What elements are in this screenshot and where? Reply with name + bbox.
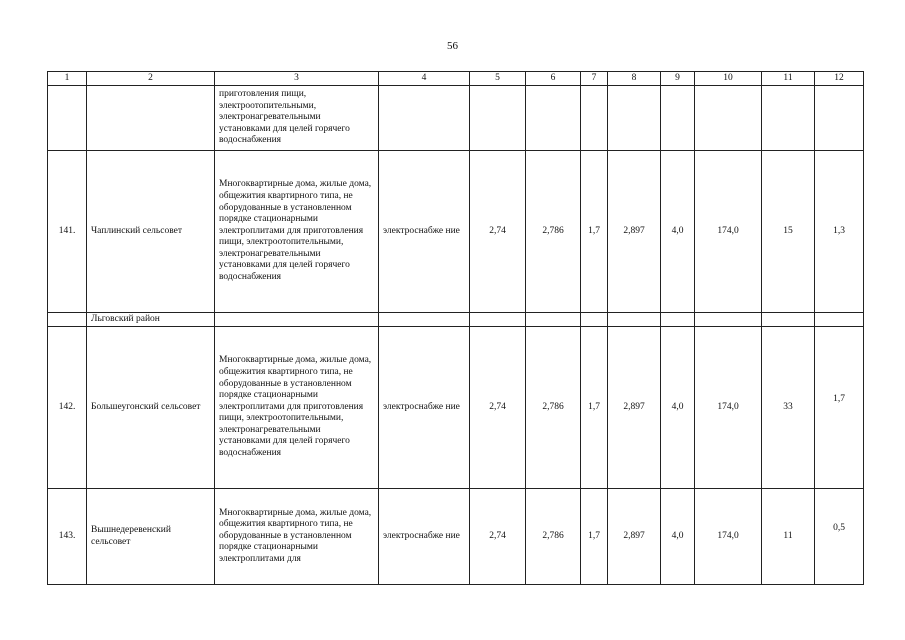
table-row — [48, 327, 864, 489]
cell-value: 0,5 — [815, 489, 864, 585]
cell-value: 11 — [762, 489, 815, 585]
cell-value: 4,0 — [661, 151, 695, 313]
section-title: Льговский район — [87, 313, 215, 327]
column-header: 7 — [581, 72, 608, 86]
cell-name: Большеугонский сельсовет — [87, 327, 215, 489]
cell-num: 143. — [48, 489, 87, 585]
cell-value: 2,897 — [608, 327, 661, 489]
cell-empty — [215, 313, 379, 327]
cell-value: 2,74 — [470, 151, 526, 313]
cell-num — [48, 313, 87, 327]
cell-value: 33 — [762, 327, 815, 489]
cell-value: 174,0 — [695, 151, 762, 313]
cell-value — [661, 86, 695, 151]
cell-value — [608, 86, 661, 151]
cell-name — [87, 86, 215, 151]
cell-value: 15 — [762, 151, 815, 313]
column-header: 11 — [762, 72, 815, 86]
cell-empty — [661, 313, 695, 327]
column-header: 2 — [87, 72, 215, 86]
cell-value — [526, 86, 581, 151]
cell-resource: электроснабже ние — [379, 327, 470, 489]
section-row — [48, 313, 864, 327]
cell-value: 2,897 — [608, 489, 661, 585]
cell-name: Вышнедеревенский сельсовет — [87, 489, 215, 585]
cell-description: Многоквартирные дома, жилые дома, общежития квартирного типа, не оборудованные в установленном порядке стационарными электроплитами для приготовления пищи, электроотопительными, электронагревательными установками для целей горячего водоснабжения — [215, 151, 379, 313]
cell-value: 1,7 — [581, 151, 608, 313]
column-header: 8 — [608, 72, 661, 86]
cell-num: 141. — [48, 151, 87, 313]
cell-value: 2,786 — [526, 489, 581, 585]
column-header: 9 — [661, 72, 695, 86]
page-number: 56 — [447, 40, 458, 52]
cell-value: 1,3 — [815, 151, 864, 313]
cell-empty — [526, 313, 581, 327]
cell-value: 1,7 — [815, 327, 864, 489]
cell-value: 2,74 — [470, 489, 526, 585]
column-header: 4 — [379, 72, 470, 86]
cell-empty — [815, 313, 864, 327]
cell-value — [695, 86, 762, 151]
cell-resource: электроснабже ние — [379, 151, 470, 313]
column-header: 3 — [215, 72, 379, 86]
cell-value — [470, 86, 526, 151]
column-header: 5 — [470, 72, 526, 86]
cell-empty — [581, 313, 608, 327]
cell-resource: электроснабже ние — [379, 489, 470, 585]
cell-empty — [608, 313, 661, 327]
cell-value: 4,0 — [661, 327, 695, 489]
cell-value: 1,7 — [581, 327, 608, 489]
cell-num: 142. — [48, 327, 87, 489]
cell-value: 174,0 — [695, 489, 762, 585]
cell-value: 4,0 — [661, 489, 695, 585]
cell-value — [762, 86, 815, 151]
cell-value — [815, 86, 864, 151]
header-row — [48, 72, 864, 86]
column-header: 6 — [526, 72, 581, 86]
column-header: 10 — [695, 72, 762, 86]
cell-value: 174,0 — [695, 327, 762, 489]
cell-value: 2,786 — [526, 151, 581, 313]
column-header: 1 — [48, 72, 87, 86]
table-row — [48, 151, 864, 313]
cell-value — [581, 86, 608, 151]
tariff-table — [47, 71, 864, 585]
cell-value: 1,7 — [581, 489, 608, 585]
table-row — [48, 489, 864, 585]
column-header: 12 — [815, 72, 864, 86]
cell-name: Чаплинский сельсовет — [87, 151, 215, 313]
cell-value: 2,786 — [526, 327, 581, 489]
cell-description: Многоквартирные дома, жилые дома, общежития квартирного типа, не оборудованные в установленном порядке стационарными электроплитами для приготовления пищи, электроотопительными, электронагревательными установками для целей горячего водоснабжения — [215, 327, 379, 489]
cell-value: 2,74 — [470, 327, 526, 489]
cell-num — [48, 86, 87, 151]
cell-description: приготовления пищи, электроотопительными, электронагревательными установками для целей горячего водоснабжения — [215, 86, 379, 151]
cell-empty — [470, 313, 526, 327]
table-row — [48, 86, 864, 151]
cell-empty — [762, 313, 815, 327]
cell-empty — [695, 313, 762, 327]
cell-value: 2,897 — [608, 151, 661, 313]
cell-empty — [379, 313, 470, 327]
cell-resource — [379, 86, 470, 151]
cell-description: Многоквартирные дома, жилые дома, общежития квартирного типа, не оборудованные в установленном порядке стационарными электроплитами для — [215, 489, 379, 585]
